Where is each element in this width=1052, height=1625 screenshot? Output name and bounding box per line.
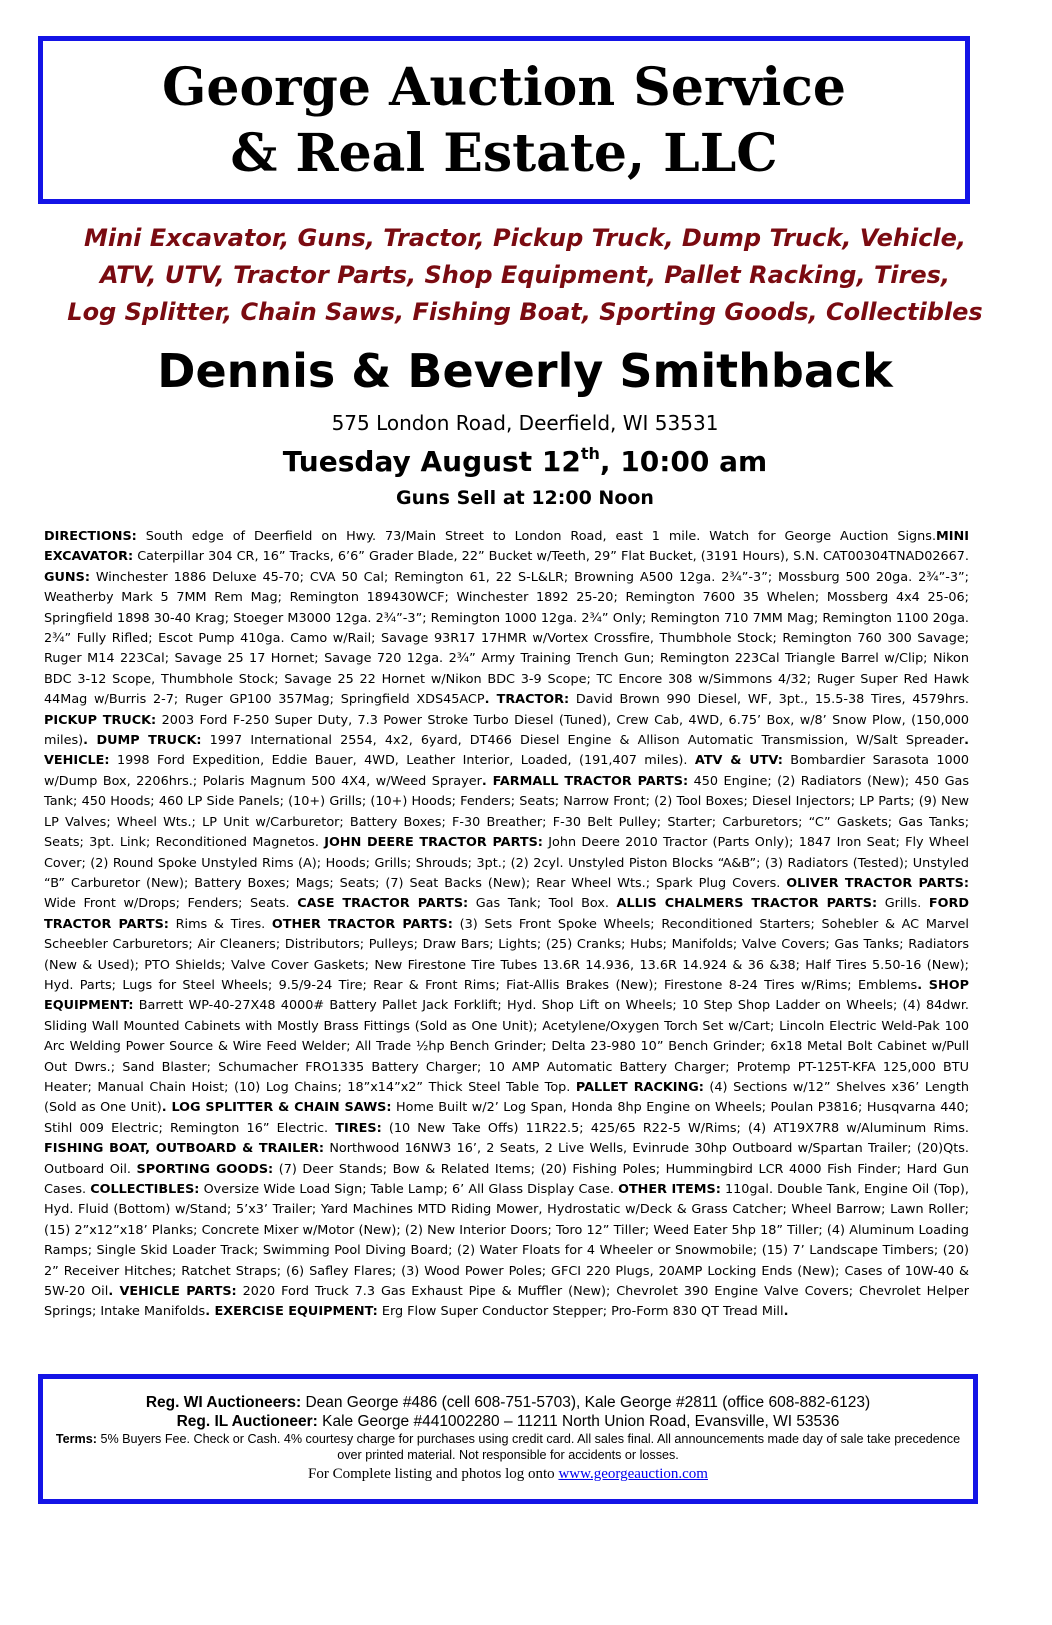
wi-auctioneers bbox=[43, 1393, 973, 1412]
guns-sale-time: Guns Sell at 12:00 Noon bbox=[396, 487, 654, 509]
company-header bbox=[38, 36, 970, 204]
il-label: Reg. IL Auctioneer: bbox=[176, 1413, 318, 1430]
listing-category-items: (4) Sections w/12” Shelves x36’ Length (Sold as One Unit) bbox=[44, 1079, 969, 1116]
listing-category-label: COLLECTIBLES: bbox=[90, 1182, 200, 1197]
listing-category-items: (3) Sets Front Spoke Wheels; Reconditioned Starters; Sohebler & AC Marvel Scheebler Carburetors; Air Cleaners; Distributors; Pulleys; Draw Bars; Lights; (25) Cranks; Hubs; Manifolds; Valve Covers; Gas Tanks; Radiators (New & Used); PTO Shields; Valve Cover Gaskets; New Firestone Tire Tubes 13.6R 14.936, 13.6R 14.924 & 36 &38; Half Tires 5.50-16 (New); Hyd. Parts; Lugs for Steel Wheels; 9.5/9-24 Tire; Rear & Front Rims; Fiat-Allis Brakes (New); Firestone 8-24 Tires w/Rims; Emblems bbox=[44, 916, 969, 993]
listing-category-items: Wide Front w/Drops; Fenders; Seats. bbox=[44, 896, 298, 912]
listing-category-items: Rims & Tires. bbox=[168, 916, 272, 932]
wi-label: Reg. WI Auctioneers: bbox=[145, 1394, 302, 1411]
listing-category-label: SPORTING GOODS: bbox=[136, 1161, 274, 1177]
wi-text: Dean George #486 (cell 608-751-5703), Kale George #2811 (office 608-882-6123) bbox=[301, 1394, 871, 1411]
listing-category-label: OTHER ITEMS: bbox=[618, 1182, 721, 1197]
company-name-suffix: & Real Estate, LLC bbox=[230, 123, 778, 184]
sale-terms bbox=[51, 1431, 965, 1463]
listing-category-label: MINI EXCAVATOR: bbox=[44, 529, 969, 565]
sale-address: 575 London Road, Deerfield, WI 53531 bbox=[331, 411, 719, 435]
listing-category-items: Home Built w/2’ Log Span, Honda 8hp Engine on Wheels; Poulan P3816; Husqvarna 440; Stihl 009 Electric; Remington 16” Electric. bbox=[44, 1100, 969, 1136]
category-line: Mini Excavator, Guns, Tractor, Pickup Truck, Dump Truck, Vehicle, bbox=[83, 224, 967, 252]
listing-category-label: JOHN DEERE TRACTOR PARTS: bbox=[324, 835, 543, 851]
listing-category-label: ATV & UTV: bbox=[694, 753, 783, 769]
listing-category-items: 2003 Ford F-250 Super Duty, 7.3 Power Stroke Turbo Diesel (Tuned), Crew Cab, 4WD, 6.75’ Box, w/8’ Snow Plow, (150,000 miles) bbox=[44, 712, 969, 749]
listing-category-label: . FARMALL TRACTOR PARTS: bbox=[481, 773, 689, 789]
listing-category-label: DIRECTIONS: bbox=[44, 529, 137, 544]
listing-category-label: . bbox=[783, 1304, 789, 1320]
listing-category-items: 110gal. Double Tank, Engine Oil (Top), Hyd. Fluid (Bottom) w/Stand; 5’x3’ Trailer; Yard Machines MTD Riding Mower, Hydrostatic w/Deck & Grass Catcher; Wheel Barrow; Lawn Roller; (15) 2”x12”x18’ Planks; Concrete Mixer w/Motor (New); (2) New Interior Doors; Toro 12” Tiller; Weed Eater 5hp 18” Tiller; (4) Aluminum Loading Ramps; Single Skid Loader Track; Swimming Pool Diving Board; (2) Water Floats for 4 Wheeler or Snowmobile; (15) 7’ Landscape Timbers; (20) 2” Receiver Hitches; Ratchet Straps; (6) Safley Flares; (3) Wood Power Poles; GFCI 220 Plugs, 20AMP Locking Ends (New); Cases of 10W-40 & 5W-20 Oil bbox=[44, 1182, 969, 1300]
listing-category-label: OTHER TRACTOR PARTS: bbox=[271, 916, 453, 932]
terms-label: Terms: bbox=[55, 1432, 97, 1446]
sale-date bbox=[40, 442, 1010, 482]
listing-category-items: Barrett WP-40-27X48 4000# Battery Pallet Jack Forklift; Hyd. Shop Lift on Wheels; 10 Step Shop Ladder on Wheels; (4) 84dwr. Sliding Wall Mounted Cabinets with Mostly Brass Fittings (Sold as One Unit); Acetylene/Oxygen Torch Set w/Cart; Lincoln Electric Weld-Pak 100 Arc Welding Power Source & Wire Feed Welder; All Trade ½hp Bench Grinder; Delta 23-980 10” Bench Grinder; 6x18 Metal Bolt Cabinet w/Pull Out Dwrs.; Sand Blaster; Schumacher FRO1335 Battery Charger; 10 AMP Automatic Battery Charger; Protemp PT-125T-KFA 125,000 BTU Heater; Manual Chain Hoist; (10) Log Chains; 18”x14”x2” Thick Steel Table Top. bbox=[44, 998, 969, 1095]
listing-category-label: . DUMP TRUCK: bbox=[83, 733, 202, 749]
listing-category-items: Winchester 1886 Deluxe 45-70; CVA 50 Cal; Remington 61, 22 S-L&LR; Browning A500 12ga. 2¾”-3”; Mossburg 500 20ga. 2¾”-3”; Weatherby Mark 5 7MM Rem Mag; Remington 189430WCF; Winchester 1892 25-20; Remington 7600 35 Whelen; Mossberg 4x4 25-06; Springfield 1898 30-40 Krag; Stoeger M3000 12ga. 2¾”-3”; Remington 1000 12ga. 2¾” Only; Remington 710 7MM Mag; Remington 1100 20ga. 2¾” Fully Rifled; Escot Pump 410ga. Camo w/Rail; Savage 93R17 17HMR w/Vortex Crossfire, Thumbhole Stock; Remington 760 300 Savage; Ruger M14 223Cal; Savage 25 17 Hornet; Savage 720 12ga. 2¾” Army Training Trench Gun; Remington 223Cal Triangle Barrel w/Clip; Nikon BDC 3-12 Scope, Thumbhole Stock; Savage 25 22 Hornet w/Nikon BDC 3-9 Scope; TC Encore 308 w/Simmons 4/32; Ruger Super Red Hawk 44Mag w/Burris 2-7; Ruger GP100 357Mag; Springfield XDS45ACP bbox=[44, 569, 969, 708]
listing-category-label: GUNS: bbox=[44, 569, 90, 585]
auctioneer-footer bbox=[38, 1374, 978, 1504]
listing-category-label: . TRACTOR: bbox=[484, 692, 570, 708]
listing-category-items: 1997 International 2554, 4x2, 6yard, DT466 Diesel Engine & Allison Automatic Transmission, W/Salt Spreader bbox=[201, 733, 965, 749]
il-text: Kale George #441002280 – 11211 North Union Road, Evansville, WI 53536 bbox=[317, 1413, 840, 1430]
listing-category-items: 450 Engine; (2) Radiators (New); 450 Gas Tank; 450 Hoods; 460 LP Side Panels; (10+) Grills; (10+) Hoods; Fenders; Seats; Narrow Front; (2) Tool Boxes; Diesel Injectors; LP Parts; (9) New LP Valves; Wheel Wts.; LP Unit w/Carburetor; Battery Boxes; F-30 Breather; F-30 Belt Pulley; Starter; Carburetors; “C” Gaskets; Gas Tanks; Seats; 3pt. Link; Reconditioned Magnetos. bbox=[44, 773, 969, 851]
listing-category-items: John Deere 2010 Tractor (Parts Only); 1847 Iron Seat; Fly Wheel Cover; (2) Round Spoke Unstyled Rims (A); Hoods; Grills; Shrouds; 3pt.; (2) 2cyl. Unstyled Piston Blocks “A&B”; (3) Radiators (Tested); Unstyled “B” Carburetor (New); Battery Boxes; Mags; Seats; (7) Seat Backs (New); Rear Wheel Wts.; Spark Plug Covers. bbox=[44, 835, 970, 891]
terms-text: 5% Buyers Fee. Check or Cash. 4% courtesy charge for purchases using credit card. All sales final. All announcements made day of sale take precedence over printed material. Not responsible for accidents or losses. bbox=[96, 1432, 961, 1462]
category-list bbox=[40, 220, 1010, 331]
listing-category-items: Oversize Wide Load Sign; Table Lamp; 6’ All Glass Display Case. bbox=[199, 1182, 619, 1197]
listing-category-items: Bombardier Sarasota 1000 w/Dump Box, 2206hrs.; Polaris Magnum 500 4X4, w/Weed Sprayer bbox=[44, 753, 969, 789]
sale-time: , 10:00 am bbox=[599, 445, 768, 478]
listing-category-label: FISHING BOAT, OUTBOARD & TRAILER: bbox=[44, 1141, 325, 1157]
listing-category-items: 1998 Ford Expedition, Eddie Bauer, 4WD, Leather Interior, Loaded, (191,407 miles). bbox=[109, 753, 695, 769]
seller-name: Dennis & Beverly Smithback bbox=[157, 344, 893, 398]
listing-category-label: . EXERCISE EQUIPMENT: bbox=[205, 1304, 378, 1320]
listing-category-label: . LOG SPLITTER & CHAIN SAWS: bbox=[161, 1100, 392, 1116]
il-auctioneer bbox=[43, 1412, 973, 1431]
listing-category-items: 2020 Ford Truck 7.3 Gas Exhaust Pipe & Muffler (New); Chevrolet 390 Engine Valve Covers; Chevrolet Helper Springs; Intake Manifolds bbox=[44, 1284, 969, 1320]
website-line bbox=[43, 1463, 973, 1485]
listing-category-label: CASE TRACTOR PARTS: bbox=[297, 896, 469, 912]
listing-category-items: David Brown 990 Diesel, WF, 3pt., 15.5-38 Tires, 4579hrs. bbox=[569, 692, 969, 708]
item-listing bbox=[44, 527, 969, 1323]
listing-category-label: PALLET RACKING: bbox=[575, 1079, 704, 1095]
listing-category-label: ALLIS CHALMERS TRACTOR PARTS: bbox=[616, 896, 878, 912]
category-line: Log Splitter, Chain Saws, Fishing Boat, Sporting Goods, Collectibles bbox=[67, 298, 983, 326]
listing-category-items: Grills. bbox=[877, 896, 929, 912]
sale-day: Tuesday August 12 bbox=[282, 445, 581, 478]
listing-category-label: FORD TRACTOR PARTS: bbox=[44, 896, 969, 932]
website-text: For Complete listing and photos log onto bbox=[308, 1466, 559, 1482]
listing-category-items: (7) Deer Stands; Bow & Related Items; (20) Fishing Poles; Hummingbird LCR 4000 Fish Finder; Hard Gun Cases. bbox=[44, 1161, 969, 1197]
listing-category-label: . SHOP EQUIPMENT: bbox=[44, 977, 969, 1014]
listing-category-label: . VEHICLE: bbox=[44, 733, 969, 769]
listing-category-items: Northwood 16NW3 16’, 2 Seats, 2 Live Wells, Evinrude 30hp Outboard w/Spartan Trailer; (20)Qts. Outboard Oil. bbox=[44, 1141, 969, 1177]
listing-category-items: Caterpillar 304 CR, 16” Tracks, 6’6” Grader Blade, 22” Bucket w/Teeth, 29” Flat Bucket, (3191 Hours), S.N. CAT00304TNAD02667. bbox=[133, 549, 969, 565]
listing-category-label: OLIVER TRACTOR PARTS: bbox=[786, 875, 969, 891]
company-name: George Auction Service bbox=[161, 57, 847, 118]
listing-category-items: Erg Flow Super Conductor Stepper; Pro-Form 830 QT Tread Mill bbox=[377, 1304, 784, 1320]
listing-category-label: TIRES: bbox=[335, 1120, 382, 1136]
website-link[interactable]: www.georgeauction.com bbox=[558, 1466, 708, 1482]
listing-category-label: PICKUP TRUCK: bbox=[44, 712, 157, 728]
listing-category-label: . VEHICLE PARTS: bbox=[108, 1284, 237, 1300]
category-line: ATV, UTV, Tractor Parts, Shop Equipment, Pallet Racking, Tires, bbox=[99, 261, 951, 289]
date-suffix: th bbox=[580, 444, 600, 463]
listing-category-items: (10 New Take Offs) 11R22.5; 425/65 R22-5 W/Rims; (4) AT19X7R8 w/Aluminum Rims. bbox=[381, 1120, 969, 1136]
listing-category-items: South edge of Deerfield on Hwy. 73/Main Street to London Road, east 1 mile. Watch for George Auction Signs. bbox=[136, 529, 937, 544]
listing-category-items: Gas Tank; Tool Box. bbox=[468, 896, 617, 912]
